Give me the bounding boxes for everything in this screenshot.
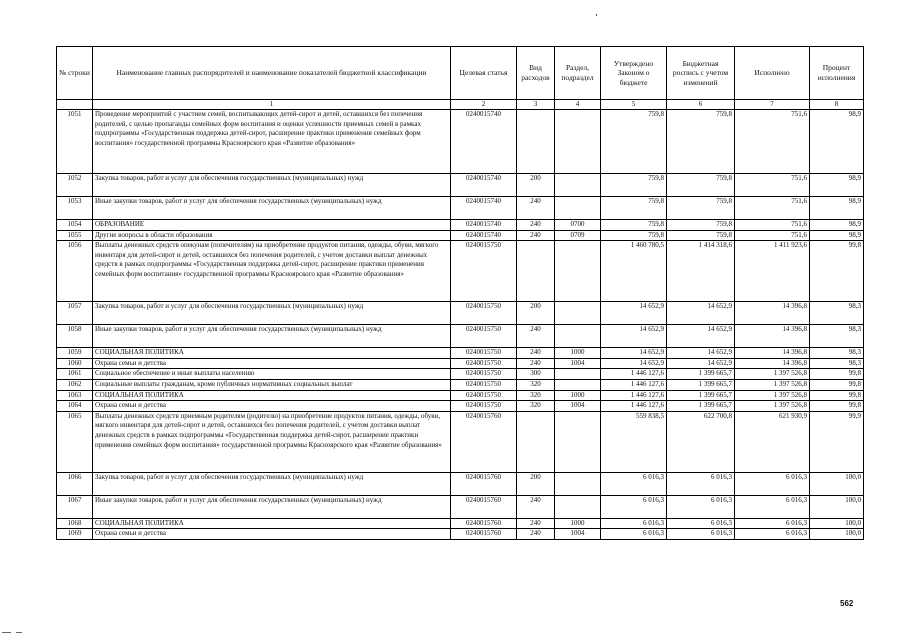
page-number: 562: [840, 599, 854, 608]
schedule-amount: 622 700,8: [667, 411, 735, 472]
executed-amount: 751,6: [735, 230, 810, 241]
approved-amount: 559 838,5: [601, 411, 667, 472]
table-row: [57, 390, 864, 401]
executed-amount: 751,6: [735, 220, 810, 231]
schedule-amount: 6 016,3: [667, 518, 735, 529]
row-number: 1059: [57, 348, 93, 359]
column-number: 4: [555, 100, 601, 110]
section-code: 1004: [555, 401, 601, 412]
row-name: Охрана семьи и детства: [93, 358, 451, 369]
expense-type: 240: [517, 220, 555, 231]
approved-amount: 14 652,9: [601, 348, 667, 359]
execution-percent: 98,3: [810, 325, 864, 348]
table-row: [57, 110, 864, 174]
row-number: 1057: [57, 302, 93, 325]
table-row: [57, 401, 864, 412]
section-code: [555, 174, 601, 197]
section-code: [555, 379, 601, 390]
row-number: 1061: [57, 369, 93, 380]
target-article: 0240015760: [451, 472, 517, 495]
section-code: 1000: [555, 518, 601, 529]
executed-amount: 14 396,8: [735, 358, 810, 369]
column-number-row: [57, 100, 864, 110]
execution-percent: 100,0: [810, 472, 864, 495]
target-article: 0240015740: [451, 110, 517, 174]
table-row: [57, 369, 864, 380]
expense-type: [517, 241, 555, 302]
execution-percent: 98,3: [810, 358, 864, 369]
row-name: Социальное обеспечение и иные выплаты населению: [93, 369, 451, 380]
approved-amount: 1 460 780,5: [601, 241, 667, 302]
execution-percent: 98,9: [810, 220, 864, 231]
section-code: [555, 325, 601, 348]
column-number: 7: [735, 100, 810, 110]
approved-amount: 14 652,9: [601, 325, 667, 348]
header-section: Раздел, подраздел: [555, 47, 601, 100]
header-name: Наименование главных распорядителей и наименование показателей бюджетной классификации: [93, 47, 451, 100]
section-code: 1000: [555, 390, 601, 401]
row-number: 1054: [57, 220, 93, 231]
executed-amount: 751,6: [735, 174, 810, 197]
expense-type: 240: [517, 518, 555, 529]
target-article: 0240015750: [451, 401, 517, 412]
approved-amount: 6 016,3: [601, 472, 667, 495]
table-body: [57, 47, 864, 540]
execution-percent: 98,9: [810, 110, 864, 174]
section-code: 0700: [555, 220, 601, 231]
expense-type: 200: [517, 472, 555, 495]
expense-type: 320: [517, 390, 555, 401]
scan-mark: [16, 632, 22, 633]
row-name: Закупка товаров, работ и услуг для обеспечения государственных (муниципальных) нужд: [93, 472, 451, 495]
expense-type: 320: [517, 379, 555, 390]
row-name: СОЦИАЛЬНАЯ ПОЛИТИКА: [93, 348, 451, 359]
table-row: [57, 529, 864, 540]
target-article: 0240015740: [451, 174, 517, 197]
schedule-amount: 14 652,9: [667, 325, 735, 348]
execution-percent: 98,9: [810, 197, 864, 220]
execution-percent: 99,8: [810, 401, 864, 412]
column-number: 8: [810, 100, 864, 110]
table-row: [57, 358, 864, 369]
schedule-amount: 1 399 665,7: [667, 379, 735, 390]
expense-type: 300: [517, 369, 555, 380]
schedule-amount: 1 414 318,6: [667, 241, 735, 302]
schedule-amount: 759,8: [667, 174, 735, 197]
row-number: 1066: [57, 472, 93, 495]
budget-execution-table: [56, 46, 864, 540]
row-number: 1052: [57, 174, 93, 197]
target-article: 0240015750: [451, 325, 517, 348]
row-number: 1069: [57, 529, 93, 540]
row-name: ОБРАЗОВАНИЕ: [93, 220, 451, 231]
expense-type: [517, 110, 555, 174]
executed-amount: 1 397 526,8: [735, 379, 810, 390]
row-number: 1067: [57, 495, 93, 518]
approved-amount: 6 016,3: [601, 495, 667, 518]
executed-amount: 1 397 526,8: [735, 390, 810, 401]
header-executed: Исполнено: [735, 47, 810, 100]
execution-percent: 100,0: [810, 529, 864, 540]
row-number: 1053: [57, 197, 93, 220]
row-number: 1051: [57, 110, 93, 174]
target-article: 0240015750: [451, 241, 517, 302]
execution-percent: 100,0: [810, 518, 864, 529]
executed-amount: 6 016,3: [735, 518, 810, 529]
row-number: 1065: [57, 411, 93, 472]
executed-amount: 751,6: [735, 197, 810, 220]
approved-amount: 759,8: [601, 230, 667, 241]
table-row: [57, 241, 864, 302]
execution-percent: 98,3: [810, 348, 864, 359]
target-article: 0240015750: [451, 390, 517, 401]
column-number: 5: [601, 100, 667, 110]
row-name: СОЦИАЛЬНАЯ ПОЛИТИКА: [93, 518, 451, 529]
approved-amount: 14 652,9: [601, 302, 667, 325]
executed-amount: 14 396,8: [735, 325, 810, 348]
header-percent: Процент исполнения: [810, 47, 864, 100]
section-code: 1000: [555, 348, 601, 359]
header-row-no: № строки: [57, 47, 93, 100]
approved-amount: 759,8: [601, 197, 667, 220]
row-name: Проведение мероприятий с участием семей, воспитывающих детей-сирот и детей, оставшихся без попечения родителей, с целью пропаганды семейных форм воспитания и оценки успешности приемных семей в рамках подпрограммы «Государственная поддержка детей-сирот, расширение практики применения семейных форм воспитания» государственной программы Красноярского края «Развитие образования»: [93, 110, 451, 174]
target-article: 0240015750: [451, 348, 517, 359]
table-row: [57, 379, 864, 390]
target-article: 0240015740: [451, 230, 517, 241]
executed-amount: 14 396,8: [735, 302, 810, 325]
expense-type: 240: [517, 529, 555, 540]
row-number: 1064: [57, 401, 93, 412]
header-approved: Утверждено Законом о бюджете: [601, 47, 667, 100]
expense-type: 240: [517, 197, 555, 220]
table-row: [57, 518, 864, 529]
expense-type: 240: [517, 230, 555, 241]
table-row: [57, 197, 864, 220]
row-name: Иные закупки товаров, работ и услуг для обеспечения государственных (муниципальных) нужд: [93, 197, 451, 220]
row-number: 1063: [57, 390, 93, 401]
target-article: 0240015750: [451, 379, 517, 390]
target-article: 0240015740: [451, 197, 517, 220]
section-code: [555, 197, 601, 220]
header-type: Вид расходов: [517, 47, 555, 100]
executed-amount: 6 016,3: [735, 472, 810, 495]
table-row: [57, 302, 864, 325]
section-code: [555, 411, 601, 472]
row-name: Охрана семьи и детства: [93, 401, 451, 412]
expense-type: 200: [517, 174, 555, 197]
schedule-amount: 14 652,9: [667, 302, 735, 325]
execution-percent: 99,8: [810, 369, 864, 380]
approved-amount: 1 446 127,6: [601, 390, 667, 401]
row-name: СОЦИАЛЬНАЯ ПОЛИТИКА: [93, 390, 451, 401]
execution-percent: 99,8: [810, 390, 864, 401]
target-article: 0240015760: [451, 529, 517, 540]
target-article: 0240015760: [451, 518, 517, 529]
approved-amount: 1 446 127,6: [601, 379, 667, 390]
column-number: [57, 100, 93, 110]
schedule-amount: 14 652,9: [667, 348, 735, 359]
schedule-amount: 1 399 665,7: [667, 369, 735, 380]
row-name: Выплаты денежных средств приемным родителям (родителю) на приобретение продуктов питания, одежды, обуви, мягкого инвентаря для детей-сирот и детей, оставшихся без попечения родителей, с учетом доставки выплат денежных средств в рамках подпрограммы «Государственная поддержка детей-сирот, расширение практики применения семейных форм воспитания» государственной программы Красноярского края «Развитие образования»: [93, 411, 451, 472]
target-article: 0240015760: [451, 411, 517, 472]
approved-amount: 759,8: [601, 174, 667, 197]
expense-type: 240: [517, 325, 555, 348]
schedule-amount: 759,8: [667, 197, 735, 220]
table-row: [57, 411, 864, 472]
expense-type: [517, 411, 555, 472]
executed-amount: 1 411 923,6: [735, 241, 810, 302]
approved-amount: 6 016,3: [601, 529, 667, 540]
executed-amount: 751,6: [735, 110, 810, 174]
row-name: Социальные выплаты гражданам, кроме публичных нормативных социальных выплат: [93, 379, 451, 390]
section-code: [555, 302, 601, 325]
table-row: [57, 325, 864, 348]
section-code: 1004: [555, 529, 601, 540]
executed-amount: 6 016,3: [735, 495, 810, 518]
execution-percent: 98,3: [810, 302, 864, 325]
table-row: [57, 230, 864, 241]
row-name: Иные закупки товаров, работ и услуг для обеспечения государственных (муниципальных) нужд: [93, 325, 451, 348]
column-number: 6: [667, 100, 735, 110]
execution-percent: 99,8: [810, 379, 864, 390]
section-code: [555, 369, 601, 380]
section-code: [555, 110, 601, 174]
schedule-amount: 759,8: [667, 110, 735, 174]
expense-type: 320: [517, 401, 555, 412]
schedule-amount: 6 016,3: [667, 495, 735, 518]
section-code: [555, 495, 601, 518]
schedule-amount: 759,8: [667, 230, 735, 241]
column-number: 2: [451, 100, 517, 110]
row-number: 1060: [57, 358, 93, 369]
schedule-amount: 6 016,3: [667, 529, 735, 540]
execution-percent: 98,9: [810, 174, 864, 197]
expense-type: 240: [517, 348, 555, 359]
row-name: Выплаты денежных средств опекунам (попечителям) на приобретение продуктов питания, одежды, обуви, мягкого инвентаря для детей-сирот и детей, оставшихся без попечения родителей, с учетом доставки выплат денежных средств в рамках подпрограммы «Государственная поддержка детей-сирот, расширение практики применения семейных форм воспитания» государственной программы Красноярского края «Развитие образования»: [93, 241, 451, 302]
header-schedule: Бюджетная роспись с учетом изменений: [667, 47, 735, 100]
schedule-amount: 759,8: [667, 220, 735, 231]
target-article: 0240015750: [451, 369, 517, 380]
execution-percent: 100,0: [810, 495, 864, 518]
expense-type: 200: [517, 302, 555, 325]
execution-percent: 99,9: [810, 411, 864, 472]
approved-amount: 759,8: [601, 110, 667, 174]
approved-amount: 1 446 127,6: [601, 369, 667, 380]
execution-percent: 98,9: [810, 230, 864, 241]
row-number: 1056: [57, 241, 93, 302]
table-header-row: [57, 47, 864, 100]
schedule-amount: 14 652,9: [667, 358, 735, 369]
executed-amount: 1 397 526,8: [735, 401, 810, 412]
execution-percent: 99,8: [810, 241, 864, 302]
table-row: [57, 472, 864, 495]
approved-amount: 6 016,3: [601, 518, 667, 529]
approved-amount: 14 652,9: [601, 358, 667, 369]
target-article: 0240015760: [451, 495, 517, 518]
schedule-amount: 1 399 665,7: [667, 401, 735, 412]
row-name: Закупка товаров, работ и услуг для обеспечения государственных (муниципальных) нужд: [93, 174, 451, 197]
scan-mark: [2, 632, 11, 633]
section-code: 1004: [555, 358, 601, 369]
row-number: 1068: [57, 518, 93, 529]
scan-mark: [596, 14, 597, 16]
executed-amount: 621 930,9: [735, 411, 810, 472]
table-row: [57, 220, 864, 231]
row-name: Закупка товаров, работ и услуг для обеспечения государственных (муниципальных) нужд: [93, 302, 451, 325]
row-number: 1058: [57, 325, 93, 348]
executed-amount: 1 397 526,8: [735, 369, 810, 380]
target-article: 0240015740: [451, 220, 517, 231]
row-number: 1055: [57, 230, 93, 241]
row-name: Охрана семьи и детства: [93, 529, 451, 540]
approved-amount: 1 446 127,6: [601, 401, 667, 412]
schedule-amount: 6 016,3: [667, 472, 735, 495]
approved-amount: 759,8: [601, 220, 667, 231]
section-code: [555, 241, 601, 302]
expense-type: 240: [517, 495, 555, 518]
target-article: 0240015750: [451, 358, 517, 369]
schedule-amount: 1 399 665,7: [667, 390, 735, 401]
header-target: Целевая статья: [451, 47, 517, 100]
table-row: [57, 495, 864, 518]
executed-amount: 6 016,3: [735, 529, 810, 540]
row-name: Иные закупки товаров, работ и услуг для обеспечения государственных (муниципальных) нужд: [93, 495, 451, 518]
expense-type: 240: [517, 358, 555, 369]
executed-amount: 14 396,8: [735, 348, 810, 359]
section-code: [555, 472, 601, 495]
target-article: 0240015750: [451, 302, 517, 325]
column-number: 1: [93, 100, 451, 110]
table-row: [57, 174, 864, 197]
column-number: 3: [517, 100, 555, 110]
table-row: [57, 348, 864, 359]
section-code: 0709: [555, 230, 601, 241]
row-number: 1062: [57, 379, 93, 390]
row-name: Другие вопросы в области образования: [93, 230, 451, 241]
